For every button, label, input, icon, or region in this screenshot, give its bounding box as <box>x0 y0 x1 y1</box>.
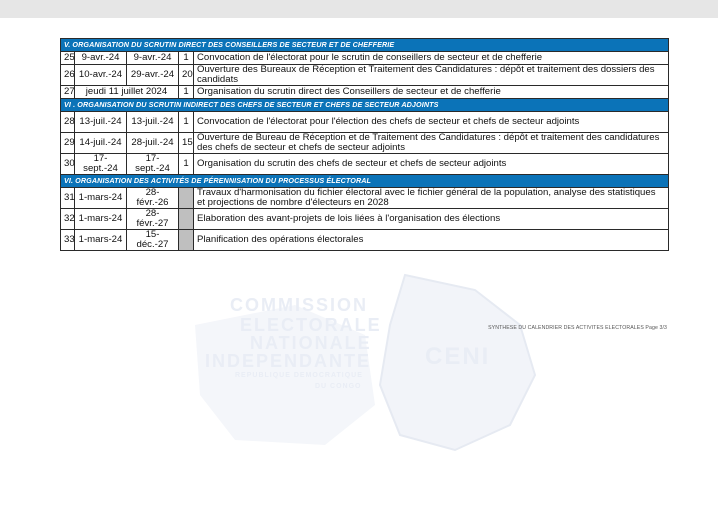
activity-description: Organisation du scrutin des chefs de secteur et chefs de secteur adjoints <box>194 154 669 175</box>
end-date: 15-déc.-27 <box>127 230 179 251</box>
start-date: 1-mars-24 <box>75 209 127 230</box>
start-date: 9-avr.-24 <box>75 52 127 65</box>
table-row <box>61 230 669 251</box>
row-number: 29 <box>61 133 75 154</box>
table-row <box>61 52 669 65</box>
watermark-sub-1: REPUBLIQUE DEMOCRATIQUE <box>235 372 363 379</box>
row-number: 25 <box>61 52 75 65</box>
ceni-watermark <box>175 265 565 455</box>
row-number: 28 <box>61 112 75 133</box>
end-date: 13-juil.-24 <box>127 112 179 133</box>
electoral-calendar-table <box>60 38 669 251</box>
end-date: 17-sept.-24 <box>127 154 179 175</box>
activity-description: Planification des opérations électorales <box>194 230 669 251</box>
activity-description: Convocation de l'électorat pour l'élection des chefs de secteur et chefs de secteur adjoints <box>194 112 669 133</box>
duration-days: 1 <box>179 86 194 99</box>
start-date: 10-avr.-24 <box>75 65 127 86</box>
table-row <box>61 112 669 133</box>
section-title: V. ORGANISATION DU SCRUTIN DIRECT DES CONSEILLERS DE SECTEUR ET DE CHEFFERIE <box>61 39 669 52</box>
row-number: 32 <box>61 209 75 230</box>
top-bar <box>0 0 718 18</box>
end-date: 28-févr.-27 <box>127 209 179 230</box>
duration-days: 1 <box>179 112 194 133</box>
duration-days: 15 <box>179 133 194 154</box>
end-date: 28-juil.-24 <box>127 133 179 154</box>
end-date: 9-avr.-24 <box>127 52 179 65</box>
table-row <box>61 133 669 154</box>
watermark-logo-text: CENI <box>425 343 491 370</box>
watermark-sub-2: DU CONGO <box>315 383 362 390</box>
table-row <box>61 65 669 86</box>
watermark-line-1: COMMISSION <box>230 295 369 315</box>
row-number: 27 <box>61 86 75 99</box>
row-number: 26 <box>61 65 75 86</box>
start-date: 1-mars-24 <box>75 230 127 251</box>
table-row <box>61 154 669 175</box>
start-date: 14-juil.-24 <box>75 133 127 154</box>
section-header-row <box>61 39 669 52</box>
duration-empty <box>179 230 194 251</box>
section-title: VI . ORGANISATION DU SCRUTIN INDIRECT DES CHEFS DE SECTEUR ET CHEFS DE SECTEUR ADJOINTS <box>61 99 669 112</box>
duration-days: 20 <box>179 65 194 86</box>
duration-empty <box>179 209 194 230</box>
watermark-line-4: INDEPENDANTE <box>205 351 372 371</box>
activity-description: Convocation de l'électorat pour le scrutin de conseillers de secteur et de chefferie <box>194 52 669 65</box>
row-number: 33 <box>61 230 75 251</box>
row-number: 31 <box>61 188 75 209</box>
table-row <box>61 209 669 230</box>
end-date: 28-févr.-26 <box>127 188 179 209</box>
activity-description: Elaboration des avant-projets de lois liées à l'organisation des élections <box>194 209 669 230</box>
row-number: 30 <box>61 154 75 175</box>
activity-description: Ouverture des Bureaux de Réception et Traitement des Candidatures : dépôt et traitement des dossiers des candidats <box>194 65 669 86</box>
start-date: 13-juil.-24 <box>75 112 127 133</box>
watermark-line-2: ELECTORALE <box>240 315 382 335</box>
start-date: 17-sept.-24 <box>75 154 127 175</box>
duration-days: 1 <box>179 52 194 65</box>
end-date: 29-avr.-24 <box>127 65 179 86</box>
activity-description: Organisation du scrutin direct des Conseillers de secteur et de chefferie <box>194 86 669 99</box>
merged-date: jeudi 11 juillet 2024 <box>75 86 179 99</box>
watermark-line-3: NATIONALE <box>250 333 372 353</box>
start-date: 1-mars-24 <box>75 188 127 209</box>
section-title: VI. ORGANISATION DES ACTIVITÉS DE PÉRENNISATION DU PROCESSUS ÉLECTORAL <box>61 175 669 188</box>
table-row <box>61 86 669 99</box>
activity-description: Travaux d'harmonisation du fichier électoral avec le fichier général de la population, analyse des statistiques et projections de nombre d'électeurs en 2028 <box>194 188 669 209</box>
activity-description: Ouverture de Bureau de Réception et de Traitement des Candidatures : dépôt et traitement des candidatures des chefs de secteur et chefs de secteur adjoints <box>194 133 669 154</box>
section-header-row <box>61 99 669 112</box>
table-row <box>61 188 669 209</box>
section-header-row <box>61 175 669 188</box>
page-footer: SYNTHESE DU CALENDRIER DES ACTIVITES ELECTORALES Page 3/3 <box>488 325 667 331</box>
duration-days: 1 <box>179 154 194 175</box>
duration-empty <box>179 188 194 209</box>
